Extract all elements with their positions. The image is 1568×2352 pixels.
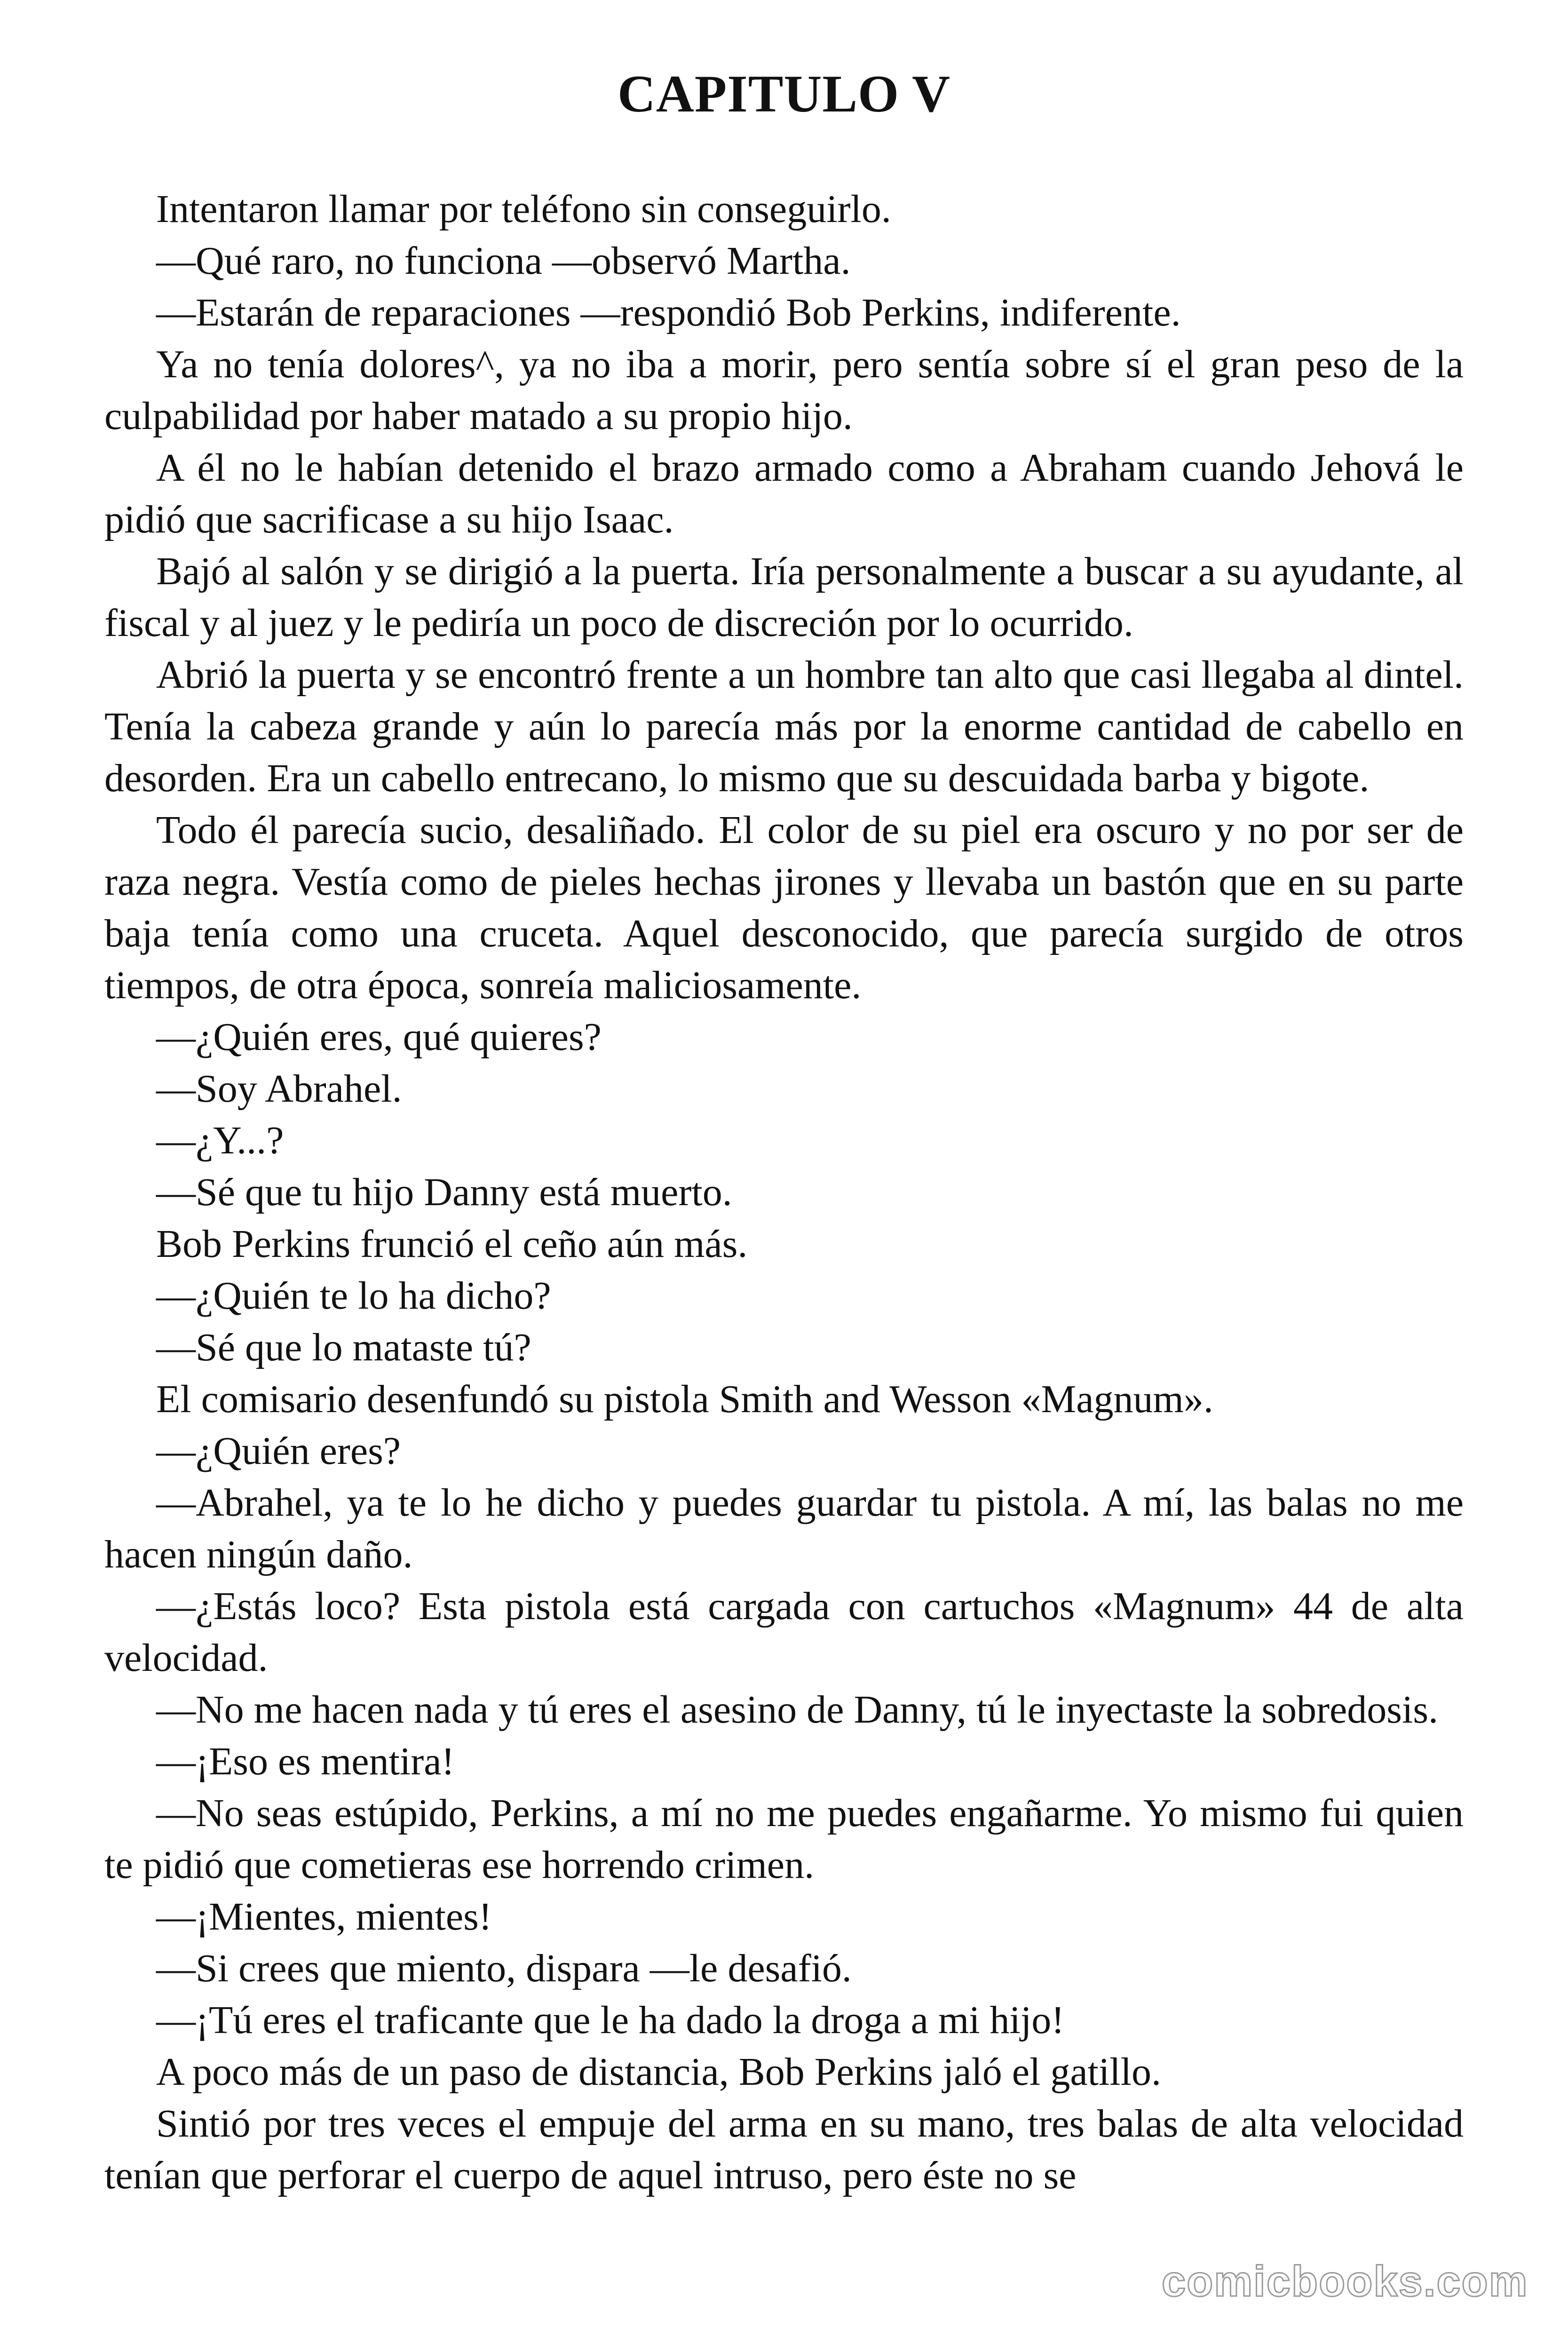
paragraph: Bajó al salón y se dirigió a la puerta. Iría personalmente a buscar a su ayudante, al fiscal y al juez y le pediría un poco de discreción por lo ocurrido. [104,549,1464,645]
paragraph: —Sé que tu hijo Danny está muerto. [156,1170,732,1214]
paragraph: —No seas estúpido, Perkins, a mí no me puedes engañarme. Yo mismo fui quien te pidió que cometieras ese horrendo crimen. [104,1791,1464,1887]
paragraph: Bob Perkins frunció el ceño aún más. [156,1222,748,1266]
paragraph: —No me hacen nada y tú eres el asesino de Danny, tú le inyectaste la sobredosis. [156,1688,1439,1732]
paragraph: —¡Tú eres el traficante que le ha dado la droga a mi hijo! [156,1998,1065,2042]
paragraph: —Qué raro, no funciona —observó Martha. [156,239,851,283]
paragraph: El comisario desenfundó su pistola Smith and Wesson «Magnum». [156,1377,1213,1421]
paragraph: —¿Quién te lo ha dicho? [156,1274,551,1318]
paragraph: Abrió la puerta y se encontró frente a un hombre tan alto que casi llegaba al dintel. Tenía la cabeza grande y aún lo parecía más por la enorme cantidad de cabello en desorden. Era un cabello entrecano, lo mismo que su descuidada barba y bigote. [104,653,1464,800]
paragraph: Intentaron llamar por teléfono sin conseguirlo. [156,187,891,231]
paragraph: A poco más de un paso de distancia, Bob Perkins jaló el gatillo. [156,2050,1161,2094]
paragraph: —¿Quién eres? [156,1429,401,1473]
paragraph: —¿Y...? [156,1119,284,1162]
paragraph: —¡Eso es mentira! [156,1740,455,1783]
paragraph: A él no le habían detenido el brazo armado como a Abraham cuando Jehová le pidió que sacrificase a su hijo Isaac. [104,446,1464,541]
paragraph: Sintió por tres veces el empuje del arma en su mano, tres balas de alta velocidad tenían que perforar el cuerpo de aquel intruso, pero éste no se [104,2102,1464,2197]
paragraph: —Si crees que miento, dispara —le desafió. [156,1947,852,1990]
paragraph: —Estarán de reparaciones —respondió Bob Perkins, indiferente. [156,291,1181,334]
paragraph: Todo él parecía sucio, desaliñado. El color de su piel era oscuro y no por ser de raza negra. Vestía como de pieles hechas jirones y llevaba un bastón que en su parte baja tenía como una cruceta. Aquel desconocido, que parecía surgido de otros tiempos, de otra época, sonreía maliciosamente. [104,808,1464,1007]
chapter-title: CAPITULO V [617,65,951,123]
paragraph: —Abrahel, ya te lo he dicho y puedes guardar tu pistola. A mí, las balas no me hacen ningún daño. [104,1481,1464,1576]
paragraph: —¿Estás loco? Esta pistola está cargada con cartuchos «Magnum» 44 de alta velocidad. [104,1584,1464,1680]
chapter-body [104,183,1464,2201]
paragraph: Ya no tenía dolores^, ya no iba a morir, pero sentía sobre sí el gran peso de la culpabilidad por haber matado a su propio hijo. [104,342,1464,438]
paragraph: —Sé que lo mataste tú? [156,1326,531,1369]
paragraph: —¡Mientes, mientes! [156,1895,492,1939]
watermark-logo: comicbooks.com [1162,2257,1528,2305]
paragraph: —¿Quién eres, qué quieres? [156,1015,602,1059]
paragraph: —Soy Abrahel. [156,1067,402,1111]
